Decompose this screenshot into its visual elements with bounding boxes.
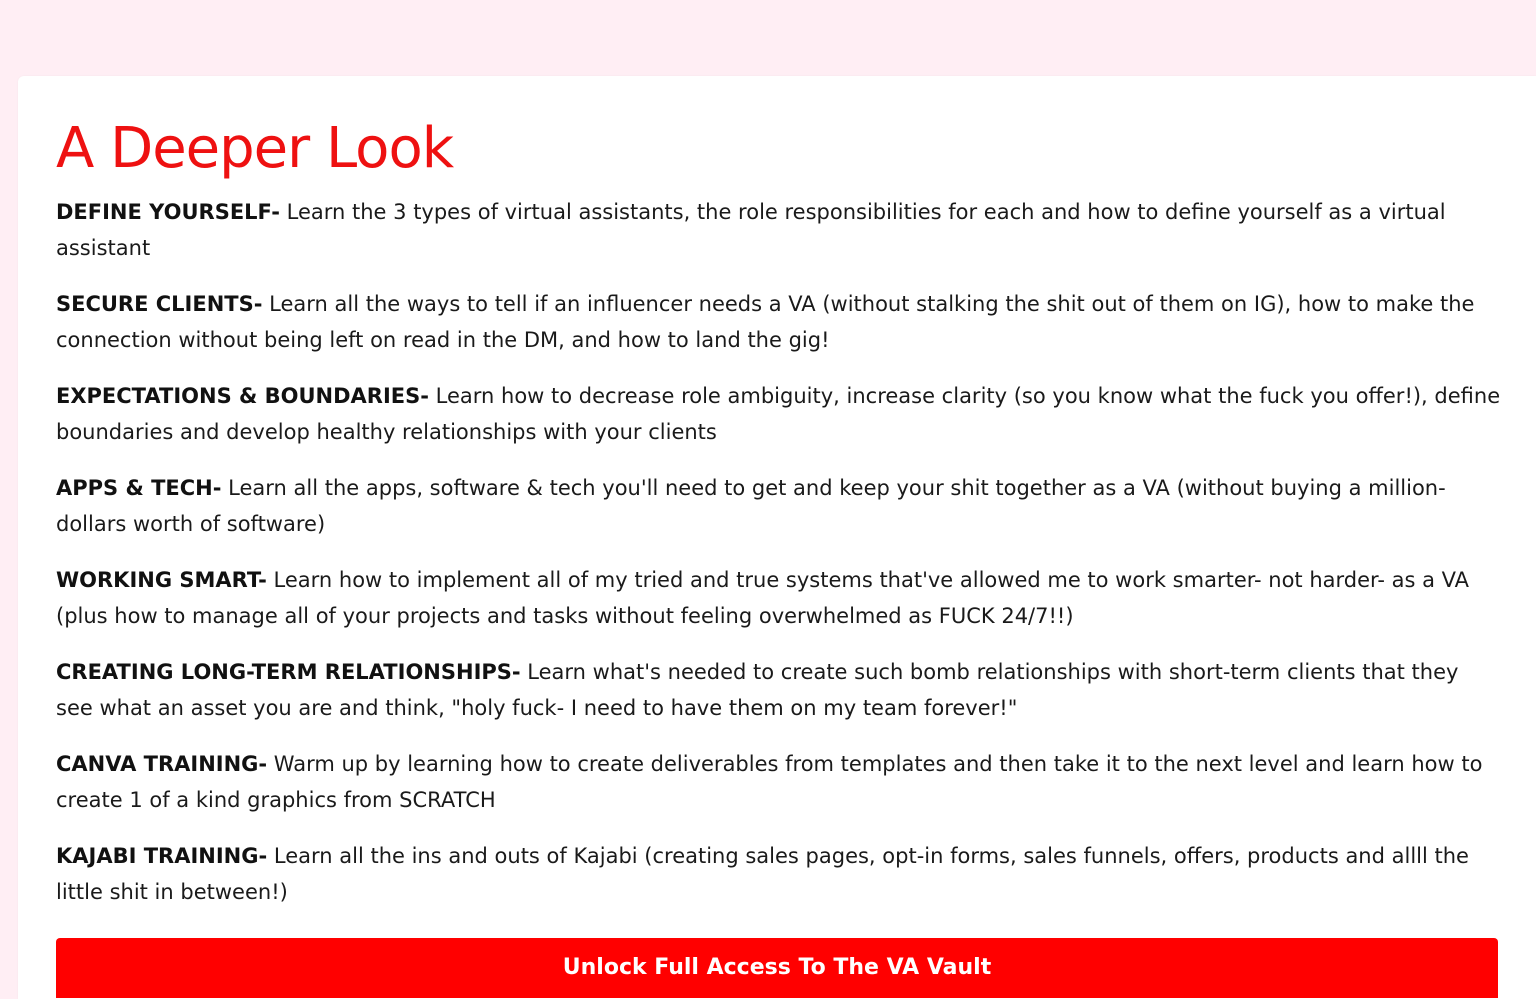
feature-title: DEFINE YOURSELF- <box>56 200 280 224</box>
feature-item-secure-clients <box>56 286 1501 358</box>
feature-item-apps-tech <box>56 470 1501 542</box>
feature-title: WORKING SMART- <box>56 568 267 592</box>
content-card <box>18 76 1536 999</box>
feature-title: CANVA TRAINING- <box>56 752 268 776</box>
feature-item-canva-training <box>56 746 1501 818</box>
feature-item-kajabi-training <box>56 838 1501 910</box>
feature-description: Learn all the ways to tell if an influencer needs a VA (without stalking the shit out of them on IG), how to make the connection without being left on read in the DM, and how to land the gig! <box>56 292 1475 352</box>
feature-item-long-term-relationships <box>56 654 1501 726</box>
section-heading: A Deeper Look <box>56 116 454 181</box>
feature-title: EXPECTATIONS & BOUNDARIES- <box>56 384 429 408</box>
feature-list <box>56 194 1501 930</box>
feature-item-expectations-boundaries <box>56 378 1501 450</box>
feature-description: Learn the 3 types of virtual assistants, the role responsibilities for each and how to define yourself as a virtual assistant <box>56 200 1446 260</box>
feature-description: Learn how to implement all of my tried and true systems that've allowed me to work smarter- not harder- as a VA (plus how to manage all of your projects and tasks without feeling overwhelmed as FUCK 24/7!!) <box>56 568 1469 628</box>
feature-title: CREATING LONG-TERM RELATIONSHIPS- <box>56 660 521 684</box>
feature-description: Learn all the ins and outs of Kajabi (creating sales pages, opt-in forms, sales funnels, offers, products and allll the little shit in between!) <box>56 844 1469 904</box>
feature-description: Learn what's needed to create such bomb relationships with short-term clients that they see what an asset you are and think, "holy fuck- I need to have them on my team forever!" <box>56 660 1459 720</box>
feature-item-working-smart <box>56 562 1501 634</box>
feature-description: Warm up by learning how to create deliverables from templates and then take it to the next level and learn how to create 1 of a kind graphics from SCRATCH <box>56 752 1483 812</box>
feature-title: KAJABI TRAINING- <box>56 844 268 868</box>
feature-title: APPS & TECH- <box>56 476 222 500</box>
unlock-access-button[interactable]: Unlock Full Access To The VA Vault <box>56 938 1498 998</box>
feature-item-define-yourself <box>56 194 1501 266</box>
feature-title: SECURE CLIENTS- <box>56 292 263 316</box>
feature-description: Learn all the apps, software & tech you'll need to get and keep your shit together as a VA (without buying a million-dollars worth of software) <box>56 476 1446 536</box>
feature-description: Learn how to decrease role ambiguity, increase clarity (so you know what the fuck you offer!), define boundaries and develop healthy relationships with your clients <box>56 384 1501 444</box>
